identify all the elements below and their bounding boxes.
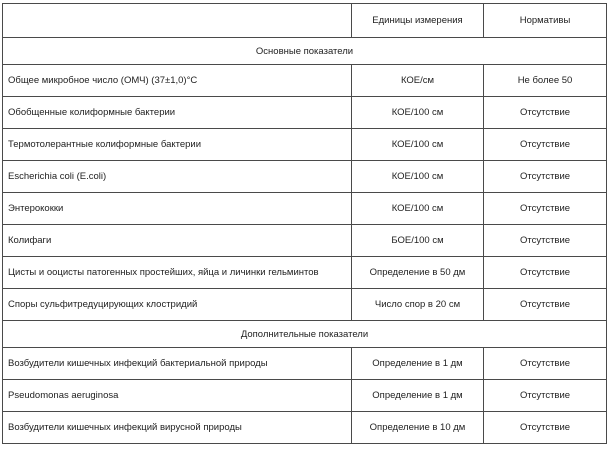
row-unit: Определение в 50 дм [352,257,484,289]
table-row [3,380,607,412]
row-name: Escherichia coli (E.coli) [3,161,352,193]
section-title: Основные показатели [3,38,607,65]
row-name: Термотолерантные колиформные бактерии [3,129,352,161]
row-name: Цисты и ооцисты патогенных простейших, яйца и личинки гельминтов [3,257,352,289]
table-row [3,225,607,257]
row-norm: Отсутствие [484,289,607,321]
table-row [3,289,607,321]
row-unit: Определение в 1 дм [352,380,484,412]
header-name-cell [3,4,352,38]
row-name: Общее микробное число (ОМЧ) (37±1,0)°С [3,65,352,97]
row-name: Обобщенные колиформные бактерии [3,97,352,129]
table-row [3,161,607,193]
row-unit: КОЕ/100 см [352,161,484,193]
table-row [3,348,607,380]
header-unit-cell: Единицы измерения [352,4,484,38]
section-row-main [3,38,607,65]
row-norm: Отсутствие [484,97,607,129]
table-row [3,97,607,129]
table-row [3,65,607,97]
row-unit: Определение в 10 дм [352,412,484,444]
row-norm: Отсутствие [484,412,607,444]
row-norm: Отсутствие [484,129,607,161]
row-unit: КОЕ/100 см [352,129,484,161]
table-header-row [3,4,607,38]
row-norm: Отсутствие [484,380,607,412]
row-norm: Отсутствие [484,161,607,193]
water-norms-table [2,3,607,444]
section-title: Дополнительные показатели [3,321,607,348]
header-norm-cell: Нормативы [484,4,607,38]
row-norm: Отсутствие [484,193,607,225]
row-norm: Не более 50 [484,65,607,97]
row-norm: Отсутствие [484,225,607,257]
row-name: Споры сульфитредуцирующих клостридий [3,289,352,321]
row-unit: Определение в 1 дм [352,348,484,380]
row-unit: Число спор в 20 см [352,289,484,321]
table-row [3,412,607,444]
table-row [3,257,607,289]
row-norm: Отсутствие [484,348,607,380]
row-unit: КОЕ/100 см [352,193,484,225]
row-norm: Отсутствие [484,257,607,289]
row-unit: КОЕ/100 см [352,97,484,129]
section-row-additional [3,321,607,348]
table-row [3,193,607,225]
row-name: Возбудители кишечных инфекций вирусной природы [3,412,352,444]
row-name: Энтерококки [3,193,352,225]
row-unit: БОЕ/100 см [352,225,484,257]
row-name: Колифаги [3,225,352,257]
row-unit: КОЕ/см [352,65,484,97]
row-name: Pseudomonas aeruginosa [3,380,352,412]
row-name: Возбудители кишечных инфекций бактериальной природы [3,348,352,380]
table-row [3,129,607,161]
